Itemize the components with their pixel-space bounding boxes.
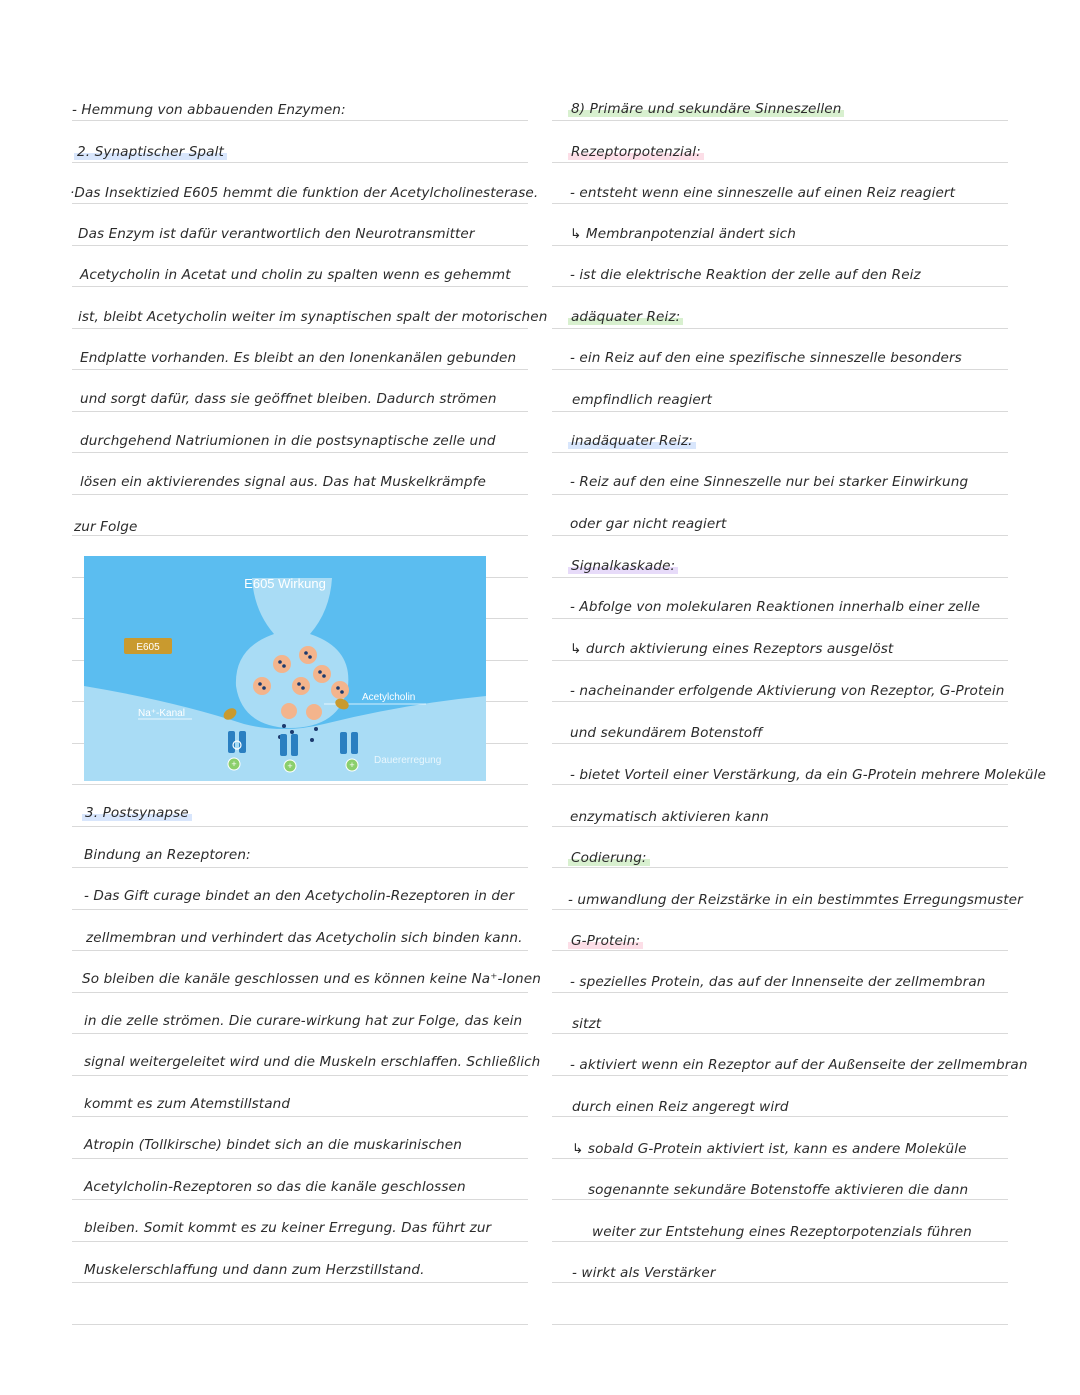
ruled-line — [552, 245, 1008, 246]
term-text: inadäquater Reiz: — [568, 433, 696, 449]
ruled-line — [552, 950, 1008, 951]
ruled-line — [552, 701, 1008, 702]
heading-text: 8) Primäre und sekundäre Sinneszellen — [568, 101, 844, 117]
text-line: Das Enzym ist dafür verantwortlich den Neurotransmitter — [78, 226, 475, 242]
text-line: - bietet Vorteil einer Verstärkung, da ein G-Protein mehrere Moleküle — [570, 767, 1046, 783]
text-line: zellmembran und verhindert das Acetycholin sich binden kann. — [86, 930, 523, 946]
ruled-line — [552, 784, 1008, 785]
text-line: enzymatisch aktivieren kann — [570, 809, 769, 825]
ruled-line — [552, 992, 1008, 993]
ruled-line — [72, 120, 528, 121]
ruled-line — [72, 1075, 528, 1076]
text-line: - ein Reiz auf den eine spezifische sinneszelle besonders — [570, 350, 962, 366]
text-line: - aktiviert wenn ein Rezeptor auf der Außenseite der zellmembran — [570, 1057, 1028, 1073]
text-line: Acetycholin in Acetat und cholin zu spalten wenn es gehemmt — [80, 267, 511, 283]
text-line: in die zelle strömen. Die curare-wirkung hat zur Folge, das kein — [84, 1013, 523, 1029]
ruled-line — [552, 1116, 1008, 1117]
term-text: Rezeptorpotenzial: — [568, 144, 704, 160]
term-codierung — [568, 849, 650, 867]
ruled-line — [72, 992, 528, 993]
text-line: empfindlich reagiert — [572, 392, 712, 408]
term-inadaequater-reiz — [568, 432, 696, 450]
term-text: G-Protein: — [568, 933, 643, 949]
term-adaequater-reiz — [568, 308, 683, 326]
text-line: ↳ sobald G-Protein aktiviert ist, kann es andere Moleküle — [572, 1141, 967, 1157]
text-line: ↳ Membranpotenzial ändert sich — [570, 226, 796, 242]
ruled-line — [552, 203, 1008, 204]
vesicle — [292, 677, 310, 695]
text-line: weiter zur Entstehung eines Rezeptorpotenzials führen — [592, 1224, 972, 1240]
term-g-protein — [568, 932, 643, 950]
vesicle — [306, 704, 322, 720]
ruled-line — [72, 369, 528, 370]
ruled-line — [72, 494, 528, 495]
ruled-line — [72, 1199, 528, 1200]
e605-badge-label: E605 — [136, 642, 160, 653]
ruled-line — [552, 618, 1008, 619]
text-line: - spezielles Protein, das auf der Innenseite der zellmembran — [570, 974, 986, 990]
text-line: kommt es zum Atemstillstand — [84, 1096, 291, 1112]
text-line: durchgehend Natriumionen in die postsynaptische zelle und — [80, 433, 496, 449]
ruled-line — [72, 328, 528, 329]
text-line: ·Das Insektizied E605 hemmt die funktion der Acetylcholinesterase. — [70, 185, 539, 201]
term-text: adäquater Reiz: — [568, 309, 683, 325]
ruled-line — [72, 245, 528, 246]
text-line: sitzt — [572, 1016, 602, 1032]
synapse-illustration — [84, 556, 486, 781]
ruled-line — [72, 1033, 528, 1034]
ruled-line — [552, 162, 1008, 163]
text-line: signal weitergeleitet wird und die Muskeln erschlaffen. Schließlich — [84, 1054, 541, 1070]
ruled-line — [72, 909, 528, 910]
ruled-line — [72, 867, 528, 868]
text-line: und sorgt dafür, dass sie geöffnet bleiben. Dadurch strömen — [80, 391, 497, 407]
ruled-line — [552, 369, 1008, 370]
text-line: - entsteht wenn eine sinneszelle auf einen Reiz reagiert — [570, 185, 956, 201]
text-line: lösen ein aktivierendes signal aus. Das hat Muskelkrämpfe — [80, 474, 486, 490]
ruled-line — [552, 411, 1008, 412]
term-rezeptorpotenzial — [568, 143, 704, 161]
ruled-line — [552, 535, 1008, 536]
text-line: ↳ durch aktivierung eines Rezeptors ausgelöst — [570, 641, 894, 657]
label-acetylcholine: Acetylcholin — [362, 692, 416, 703]
text-line: oder gar nicht reagiert — [570, 516, 727, 532]
vesicle — [299, 646, 317, 664]
ruled-line — [72, 535, 528, 536]
ruled-line — [72, 286, 528, 287]
text-line: - Reiz auf den eine Sinneszelle nur bei starker Einwirkung — [570, 474, 969, 490]
ruled-line — [552, 826, 1008, 827]
ruled-line — [552, 660, 1008, 661]
ruled-line — [552, 452, 1008, 453]
text-line: zur Folge — [74, 519, 138, 535]
ruled-line — [552, 1033, 1008, 1034]
ruled-line — [552, 1199, 1008, 1200]
ruled-line — [552, 1075, 1008, 1076]
text-line: sogenannte sekundäre Botenstoffe aktivieren die dann — [588, 1182, 969, 1198]
ruled-line — [552, 1282, 1008, 1283]
vesicle — [253, 677, 271, 695]
heading-sinneszellen — [568, 100, 844, 118]
vesicle — [331, 681, 349, 699]
ruled-line — [72, 452, 528, 453]
ruled-line — [552, 494, 1008, 495]
ruled-line — [72, 1282, 528, 1283]
plus-sign: + — [231, 759, 237, 769]
ruled-line — [72, 1241, 528, 1242]
ruled-line — [72, 1324, 528, 1325]
ruled-line — [72, 411, 528, 412]
ruled-line — [552, 1324, 1008, 1325]
ruled-line — [72, 784, 528, 785]
ruled-line — [552, 328, 1008, 329]
text-line: - nacheinander erfolgende Aktivierung von Rezeptor, G-Protein — [570, 683, 1005, 699]
text-line: - umwandlung der Reizstärke in ein bestimmtes Erregungsmuster — [568, 892, 1023, 908]
ruled-line — [552, 1241, 1008, 1242]
heading-postsynapse — [82, 804, 192, 822]
vesicle — [281, 703, 297, 719]
heading-synaptischer-spalt — [74, 143, 227, 161]
text-line: - Das Gift curage bindet an den Acetycholin-Rezeptoren in der — [84, 888, 515, 904]
ruled-line — [552, 286, 1008, 287]
e605-synapse-figure — [84, 556, 486, 781]
label-dauererregung: Dauererregung — [374, 755, 442, 766]
term-text: Codierung: — [568, 850, 650, 866]
term-text: Signalkaskade: — [568, 558, 678, 574]
ruled-line — [72, 1116, 528, 1117]
text-line: bleiben. Somit kommt es zu keiner Erregung. Das führt zur — [84, 1220, 492, 1236]
text-line: Acetylcholin-Rezeptoren so das die kanäle geschlossen — [84, 1179, 466, 1195]
term-signalkaskade — [568, 557, 678, 575]
text-line: durch einen Reiz angeregt wird — [572, 1099, 789, 1115]
plus-sign: + — [349, 760, 355, 770]
ruled-line — [72, 162, 528, 163]
text-line: - Hemmung von abbauenden Enzymen: — [72, 102, 346, 118]
ruled-line — [552, 1158, 1008, 1159]
text-line: Bindung an Rezeptoren: — [84, 847, 251, 863]
text-line: - Abfolge von molekularen Reaktionen innerhalb einer zelle — [570, 599, 981, 615]
text-line: - wirkt als Verstärker — [572, 1265, 716, 1281]
ruled-line — [72, 826, 528, 827]
plus-sign: + — [287, 761, 293, 771]
ruled-line — [552, 120, 1008, 121]
figure-title: E605 Wirkung — [244, 576, 326, 591]
label-na-channel: Na⁺-Kanal — [138, 708, 185, 719]
ruled-line — [72, 203, 528, 204]
text-line: und sekundärem Botenstoff — [570, 725, 762, 741]
ruled-line — [72, 950, 528, 951]
text-line: Atropin (Tollkirsche) bindet sich an die muskarinischen — [84, 1137, 462, 1153]
text-line: ist, bleibt Acetycholin weiter im synaptischen spalt der motorischen — [78, 309, 548, 325]
ruled-line — [552, 867, 1008, 868]
text-line: Endplatte vorhanden. Es bleibt an den Ionenkanälen gebunden — [80, 350, 517, 366]
ruled-line — [72, 1158, 528, 1159]
ruled-line — [552, 577, 1008, 578]
text-line: - ist die elektrische Reaktion der zelle auf den Reiz — [570, 267, 921, 283]
heading-text: 2. Synaptischer Spalt — [74, 144, 227, 160]
ruled-line — [552, 909, 1008, 910]
text-line: Muskelerschlaffung und dann zum Herzstillstand. — [84, 1262, 425, 1278]
ruled-line — [552, 743, 1008, 744]
vesicle — [313, 665, 331, 683]
text-line: So bleiben die kanäle geschlossen und es können keine Na⁺-Ionen — [82, 971, 541, 987]
heading-text: 3. Postsynapse — [82, 805, 192, 821]
vesicle — [273, 655, 291, 673]
